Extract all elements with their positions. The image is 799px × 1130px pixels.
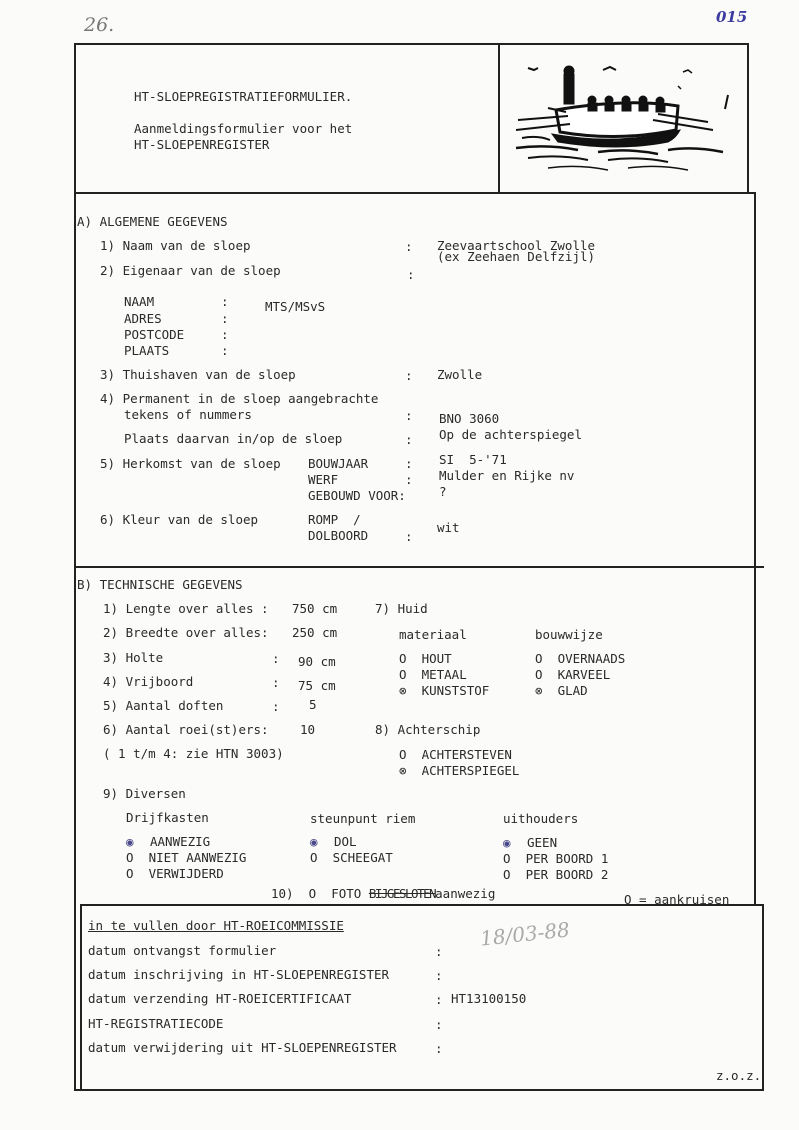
q-b9-per-boord-1: O PER BOORD 1 bbox=[503, 851, 609, 866]
owner-postcode-colon: : bbox=[221, 327, 229, 342]
q-b7-materiaal: materiaal bbox=[399, 627, 467, 642]
section-divider bbox=[74, 566, 764, 568]
commission-row-verwijdering: datum verwijdering uit HT-SLOEPENREGISTER bbox=[88, 1040, 397, 1055]
q-a1-label: 1) Naam van de sloep bbox=[100, 238, 251, 253]
q-b2-label: 2) Breedte over alles: bbox=[103, 625, 269, 640]
q-a6-colon: : bbox=[405, 529, 413, 544]
header-bottom bbox=[74, 192, 756, 194]
q-b7-kunststof: ⊗ KUNSTSTOF bbox=[399, 683, 490, 698]
q-a5-bouwjaar-label: BOUWJAAR bbox=[308, 456, 369, 471]
frame-right-lower bbox=[754, 192, 756, 904]
q-b3-value: 90 cm bbox=[298, 654, 336, 669]
q-a2-colon: : bbox=[407, 267, 415, 282]
commission-row-inschrijving: datum inschrijving in HT-SLOEPENREGISTER bbox=[88, 967, 390, 982]
rowing-boat-illustration bbox=[508, 60, 738, 185]
commission-row-verzending-colon: : bbox=[435, 992, 443, 1007]
q-b9-steunpunt: steunpunt riem bbox=[310, 811, 416, 826]
sheet-mark: 015 bbox=[716, 8, 748, 26]
q-b3-label: 3) Holte bbox=[103, 650, 164, 665]
q-b9-niet-aanwezig: O NIET AANWEZIG bbox=[126, 850, 247, 865]
section-a-heading: A) ALGEMENE GEGEVENS bbox=[77, 214, 228, 229]
q-b9-uithouders: uithouders bbox=[503, 811, 579, 826]
q-b9-dol-mark: ◉ bbox=[310, 834, 318, 849]
owner-naam-colon: : bbox=[221, 294, 229, 309]
owner-naam-label: NAAM bbox=[124, 294, 155, 309]
q-b10 bbox=[271, 886, 495, 901]
q-a2-label: 2) Eigenaar van de sloep bbox=[100, 263, 281, 278]
q-b7-glad: ⊗ GLAD bbox=[535, 683, 588, 698]
owner-naam-value: MTS/MSvS bbox=[265, 299, 326, 314]
q-b9-dol: DOL bbox=[334, 834, 357, 849]
commission-row-ontvangst-value: 18/03-88 bbox=[478, 917, 571, 951]
q-a5-bouwjaar-value: SI 5-'71 bbox=[439, 452, 507, 467]
q-b8-label: 8) Achterschip bbox=[375, 722, 481, 737]
commission-row-ontvangst-colon: : bbox=[435, 944, 443, 959]
q-a3-colon: : bbox=[405, 368, 413, 383]
q-a4-label1: 4) Permanent in de sloep aangebrachte bbox=[100, 391, 379, 406]
q-b8-achtersteven: O ACHTERSTEVEN bbox=[399, 747, 512, 762]
q-a1-value2: (ex Zeehaen Delfzijl) bbox=[437, 249, 596, 264]
q-a6-value: wit bbox=[437, 520, 460, 535]
footer-zoz: z.o.z. bbox=[716, 1068, 762, 1083]
owner-postcode-label: POSTCODE bbox=[124, 327, 185, 342]
commission-row-verzending: datum verzending HT-ROEICERTIFICAAT bbox=[88, 991, 352, 1006]
q-b9-label: 9) Diversen bbox=[103, 786, 186, 801]
q-a5-werf-value: Mulder en Rijke nv bbox=[439, 468, 575, 483]
q-b9-per-boord-2: O PER BOORD 2 bbox=[503, 867, 609, 882]
owner-plaats-label: PLAATS bbox=[124, 343, 170, 358]
q-b9-aanwezig-mark: ◉ bbox=[126, 834, 134, 849]
q-a6-romp: ROMP / bbox=[308, 512, 361, 527]
commission-heading: in te vullen door HT-ROEICOMMISSIE bbox=[88, 918, 344, 933]
frame-bottom bbox=[74, 1089, 764, 1091]
q-b1-label: 1) Lengte over alles : bbox=[103, 601, 269, 616]
q-a4-colon: : bbox=[405, 408, 413, 423]
frame-top bbox=[74, 43, 748, 45]
q-b9-verwijderd: O VERWIJDERD bbox=[126, 866, 224, 881]
q-a3-label: 3) Thuishaven van de sloep bbox=[100, 367, 296, 382]
q-a4-value: BNO 3060 bbox=[439, 411, 500, 426]
q-b9-geen: GEEN bbox=[527, 835, 558, 850]
frame-right bbox=[747, 43, 749, 193]
form-title: HT-SLOEPREGISTRATIEFORMULIER. bbox=[134, 89, 353, 104]
q-a4b-value: Op de achterspiegel bbox=[439, 427, 582, 442]
q-b9-geen-mark: ◉ bbox=[503, 835, 511, 850]
q-b7-overnaads: O OVERNAADS bbox=[535, 651, 626, 666]
q-b3-colon: : bbox=[272, 651, 280, 666]
q-a5-gebouwd-value: ? bbox=[439, 484, 447, 499]
q-a5-label: 5) Herkomst van de sloep bbox=[100, 456, 281, 471]
owner-adres-colon: : bbox=[221, 311, 229, 326]
q-b5-label: 5) Aantal doften bbox=[103, 698, 224, 713]
legend-aankruisen: O = aankruisen bbox=[624, 892, 730, 907]
q-a6-label: 6) Kleur van de sloep bbox=[100, 512, 259, 527]
q-a5-werf-label: WERF bbox=[308, 472, 339, 487]
form-subtitle-line2: HT-SLOEPENREGISTER bbox=[134, 137, 270, 152]
q-b10-struck: BIJGESLOTEN bbox=[368, 886, 436, 901]
q-b6-note: ( 1 t/m 4: zie HTN 3003) bbox=[103, 746, 284, 761]
q-b7-bouwwijze: bouwwijze bbox=[535, 627, 603, 642]
q-b5-value: 5 bbox=[309, 697, 317, 712]
section-b-heading: B) TECHNISCHE GEGEVENS bbox=[77, 577, 243, 592]
q-a5-werf-colon: : bbox=[405, 472, 413, 487]
q-b7-label: 7) Huid bbox=[375, 601, 428, 616]
page-number: 26. bbox=[84, 14, 115, 36]
owner-adres-label: ADRES bbox=[124, 311, 162, 326]
commission-row-registratiecode-colon: : bbox=[435, 1017, 443, 1032]
commission-right bbox=[762, 904, 764, 1090]
q-b8-achterspiegel: ⊗ ACHTERSPIEGEL bbox=[399, 763, 520, 778]
q-b10-prefix: 10) O FOTO bbox=[271, 886, 369, 901]
q-b7-metaal: O METAAL bbox=[399, 667, 467, 682]
commission-left bbox=[80, 904, 82, 1090]
q-a4-label2: tekens of nummers bbox=[124, 407, 252, 422]
owner-plaats-colon: : bbox=[221, 343, 229, 358]
commission-row-inschrijving-colon: : bbox=[435, 968, 443, 983]
q-a5-bouwjaar-colon: : bbox=[405, 456, 413, 471]
q-b6-label: 6) Aantal roei(st)ers: bbox=[103, 722, 269, 737]
q-b2-value: 250 cm bbox=[292, 625, 338, 640]
q-b9-scheegat: O SCHEEGAT bbox=[310, 850, 393, 865]
commission-row-ontvangst: datum ontvangst formulier bbox=[88, 943, 277, 958]
q-b9-aanwezig: AANWEZIG bbox=[150, 834, 211, 849]
q-a4b-colon: : bbox=[405, 432, 413, 447]
q-a5-gebouwd-label: GEBOUWD VOOR: bbox=[308, 488, 406, 503]
q-b6-value: 10 bbox=[300, 722, 316, 737]
q-b9-drijfkasten: Drijfkasten bbox=[126, 810, 209, 825]
header-divider bbox=[498, 43, 500, 193]
commission-row-verwijdering-colon: : bbox=[435, 1041, 443, 1056]
q-a6-dolboord: DOLBOORD bbox=[308, 528, 369, 543]
q-b7-hout: O HOUT bbox=[399, 651, 452, 666]
q-b4-value: 75 cm bbox=[298, 678, 336, 693]
q-a1-value: Zeevaartschool Zwolle bbox=[437, 238, 596, 253]
q-a1-colon: : bbox=[405, 239, 413, 254]
q-b5-colon: : bbox=[272, 699, 280, 714]
commission-row-registratiecode: HT-REGISTRATIECODE bbox=[88, 1016, 224, 1031]
q-b1-value: 750 cm bbox=[292, 601, 338, 616]
q-b4-label: 4) Vrijboord bbox=[103, 674, 194, 689]
form-subtitle-line1: Aanmeldingsformulier voor het bbox=[134, 121, 353, 136]
q-a4b-label: Plaats daarvan in/op de sloep bbox=[124, 431, 343, 446]
q-b4-colon: : bbox=[272, 675, 280, 690]
q-b7-karveel: O KARVEEL bbox=[535, 667, 611, 682]
commission-row-verzending-value: HT13100150 bbox=[451, 991, 527, 1006]
q-b10-suffix: aanwezig bbox=[435, 886, 496, 901]
q-a3-value: Zwolle bbox=[437, 367, 483, 382]
